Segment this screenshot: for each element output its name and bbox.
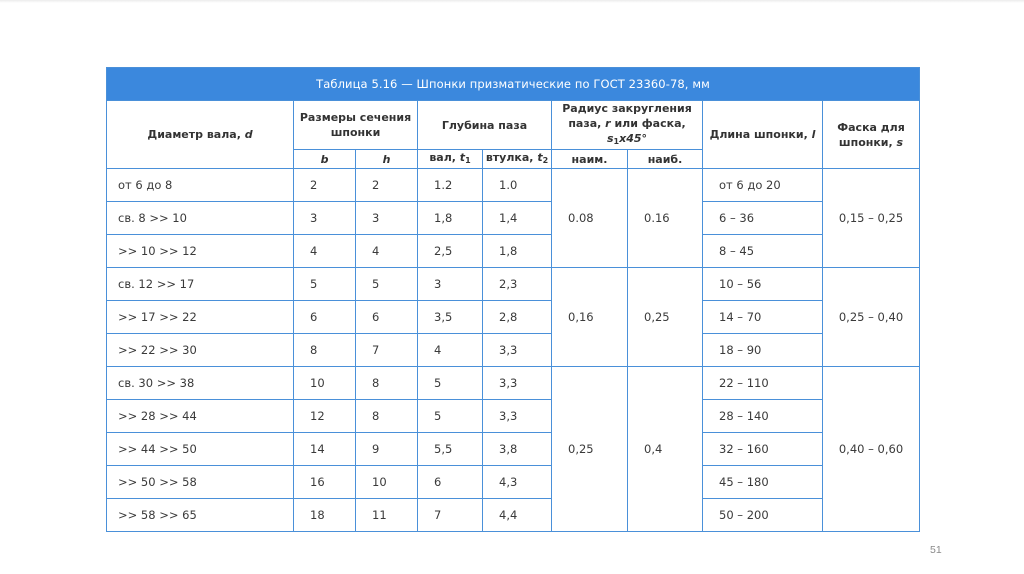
cell-t1: 5 (418, 367, 483, 400)
cell-h: 5 (356, 268, 418, 301)
table-row (107, 301, 920, 334)
cell-h: 4 (356, 235, 418, 268)
cell-length: 50 – 200 (703, 499, 823, 532)
cell-chamfer: 0,25 – 0,40 (823, 268, 920, 367)
cell-t2: 4,3 (483, 466, 552, 499)
cell-length: 18 – 90 (703, 334, 823, 367)
cell-length: 28 – 140 (703, 400, 823, 433)
cell-diameter: от 6 до 8 (107, 169, 294, 202)
cell-diameter: >> 17 >> 22 (107, 301, 294, 334)
cell-length: 45 – 180 (703, 466, 823, 499)
cell-h: 7 (356, 334, 418, 367)
cell-diameter: св. 30 >> 38 (107, 367, 294, 400)
cell-b: 10 (294, 367, 356, 400)
cell-diameter: >> 44 >> 50 (107, 433, 294, 466)
cell-length: 32 – 160 (703, 433, 823, 466)
cell-r-min: 0,25 (552, 367, 628, 532)
cell-t2: 3,3 (483, 400, 552, 433)
page-number: 51 (930, 544, 942, 556)
cell-chamfer: 0,40 – 0,60 (823, 367, 920, 532)
header-min: наим. (552, 150, 628, 169)
header-chamfer: Фаска для шпонки, s (823, 101, 920, 169)
cell-b: 12 (294, 400, 356, 433)
cell-t2: 1,4 (483, 202, 552, 235)
cell-r-min: 0,16 (552, 268, 628, 367)
table-row (107, 202, 920, 235)
cell-b: 16 (294, 466, 356, 499)
cell-chamfer: 0,15 – 0,25 (823, 169, 920, 268)
cell-diameter: св. 8 >> 10 (107, 202, 294, 235)
cell-b: 3 (294, 202, 356, 235)
cell-diameter: >> 10 >> 12 (107, 235, 294, 268)
cell-t1: 7 (418, 499, 483, 532)
cell-t1: 5,5 (418, 433, 483, 466)
cell-diameter: >> 58 >> 65 (107, 499, 294, 532)
cell-length: 22 – 110 (703, 367, 823, 400)
table-row (107, 235, 920, 268)
cell-h: 3 (356, 202, 418, 235)
cell-t1: 3,5 (418, 301, 483, 334)
cell-t1: 3 (418, 268, 483, 301)
cell-length: 6 – 36 (703, 202, 823, 235)
cell-diameter: >> 28 >> 44 (107, 400, 294, 433)
cell-t1: 6 (418, 466, 483, 499)
cell-t1: 2,5 (418, 235, 483, 268)
cell-h: 10 (356, 466, 418, 499)
cell-t1: 4 (418, 334, 483, 367)
cell-t2: 2,8 (483, 301, 552, 334)
cell-t1: 1,8 (418, 202, 483, 235)
cell-length: от 6 до 20 (703, 169, 823, 202)
header-radius: Радиус закругления паза, r или фаска, $s_1x45^\circ$ (552, 101, 703, 150)
table-row (107, 268, 920, 301)
cell-t2: 3,3 (483, 334, 552, 367)
header-max: наиб. (628, 150, 703, 169)
cell-t2: 3,3 (483, 367, 552, 400)
cell-b: 8 (294, 334, 356, 367)
cell-t2: 3,8 (483, 433, 552, 466)
cell-length: 8 – 45 (703, 235, 823, 268)
cell-t1: 5 (418, 400, 483, 433)
cell-h: 2 (356, 169, 418, 202)
top-rule (0, 0, 1024, 3)
cell-h: 6 (356, 301, 418, 334)
table-row (107, 400, 920, 433)
cell-b: 2 (294, 169, 356, 202)
cell-b: 14 (294, 433, 356, 466)
header-length: Длина шпонки, l (703, 101, 823, 169)
header-t2: втулка, $t_2$ (483, 150, 552, 169)
cell-diameter: св. 12 >> 17 (107, 268, 294, 301)
cell-r-max: 0.16 (628, 169, 703, 268)
cell-t2: 1.0 (483, 169, 552, 202)
table-row (107, 169, 920, 202)
cell-h: 11 (356, 499, 418, 532)
cell-b: 4 (294, 235, 356, 268)
cell-b: 5 (294, 268, 356, 301)
key-table (106, 67, 920, 532)
cell-t2: 2,3 (483, 268, 552, 301)
cell-h: 8 (356, 400, 418, 433)
table-row (107, 433, 920, 466)
cell-t2: 4,4 (483, 499, 552, 532)
key-table-container (106, 67, 919, 522)
cell-r-min: 0.08 (552, 169, 628, 268)
cell-h: 9 (356, 433, 418, 466)
cell-diameter: >> 50 >> 58 (107, 466, 294, 499)
header-section: Размеры сечения шпонки (294, 101, 418, 150)
header-b: b (294, 150, 356, 169)
cell-t2: 1,8 (483, 235, 552, 268)
table-row (107, 334, 920, 367)
cell-length: 10 – 56 (703, 268, 823, 301)
cell-b: 18 (294, 499, 356, 532)
header-diameter: Диаметр вала, d (107, 101, 294, 169)
cell-length: 14 – 70 (703, 301, 823, 334)
table-row (107, 466, 920, 499)
cell-h: 8 (356, 367, 418, 400)
cell-r-max: 0,4 (628, 367, 703, 532)
cell-t1: 1.2 (418, 169, 483, 202)
table-caption: Таблица 5.16 — Шпонки призматические по ГОСТ 23360-78, мм (107, 68, 920, 101)
table-row (107, 499, 920, 532)
header-h: h (356, 150, 418, 169)
cell-diameter: >> 22 >> 30 (107, 334, 294, 367)
header-t1: вал, $t_1$ (418, 150, 483, 169)
cell-b: 6 (294, 301, 356, 334)
table-row (107, 367, 920, 400)
cell-r-max: 0,25 (628, 268, 703, 367)
header-depth: Глубина паза (418, 101, 552, 150)
